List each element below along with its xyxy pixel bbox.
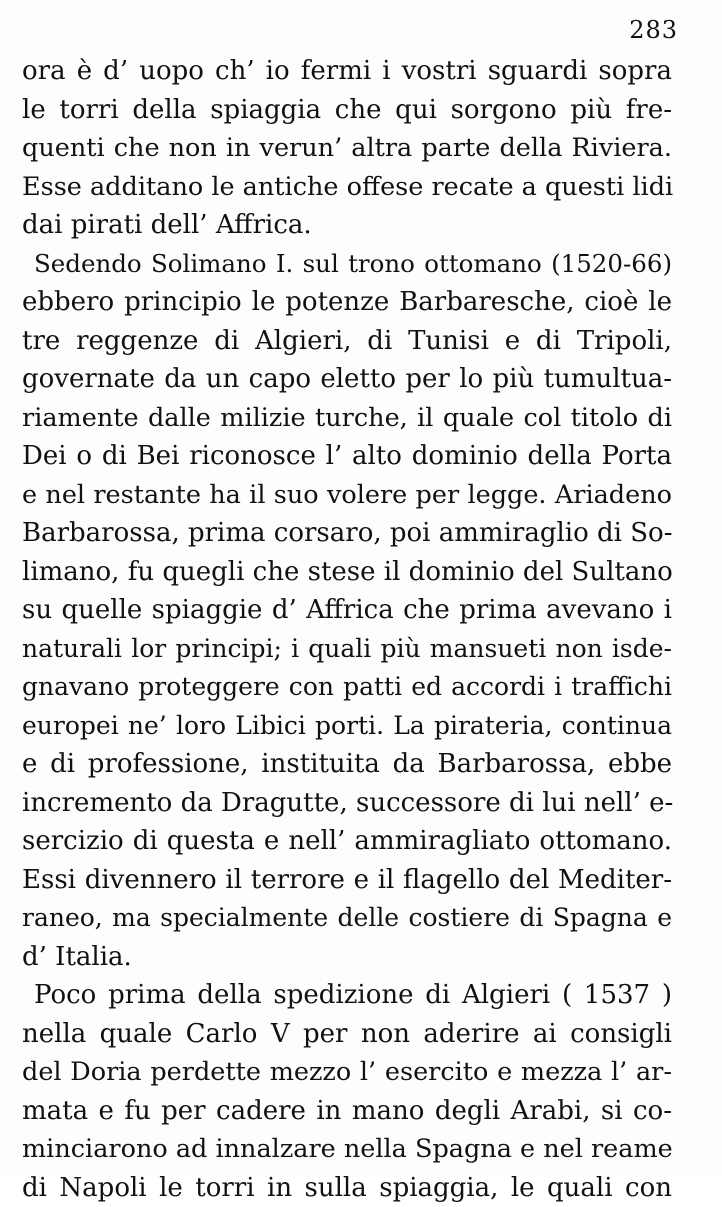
text-line: europei ne’ loro Libici porti. La pirateria, continua xyxy=(22,707,672,746)
text-line: incremento da Dragutte, successore di lui nell’ e- xyxy=(22,784,672,823)
text-line: raneo, ma specialmente delle costiere di Spagna e xyxy=(22,899,672,938)
text-line: mata e fu per cadere in mano degli Arabi, si co- xyxy=(22,1092,672,1131)
text-line: le torri della spiaggia che qui sorgono più fre- xyxy=(22,91,672,130)
text-line: nella quale Carlo V per non aderire ai consigli xyxy=(22,1015,672,1054)
text-line: ebbero principio le potenze Barbaresche, cioè le xyxy=(22,283,672,322)
body-text xyxy=(22,52,672,1207)
text-line: Barbarossa, prima corsaro, poi ammiraglio di So- xyxy=(22,514,672,553)
text-line: quenti che non in verun’ altra parte della Riviera. xyxy=(22,129,672,168)
text-line: gnavano proteggere con patti ed accordi i traffichi xyxy=(22,668,672,707)
text-line: tre reggenze di Algieri, di Tunisi e di Tripoli, xyxy=(22,322,672,361)
text-line: limano, fu quegli che stese il dominio del Sultano xyxy=(22,553,672,592)
text-line: d’ Italia. xyxy=(22,938,672,977)
text-line: dai pirati dell’ Affrica. xyxy=(22,206,672,245)
text-line: Essi divennero il terrore e il flagello del Mediter- xyxy=(22,861,672,900)
text-line: governate da un capo eletto per lo più tumultua- xyxy=(22,360,672,399)
text-line: Sedendo Solimano I. sul trono ottomano (1520-66) xyxy=(22,245,672,284)
text-line: e nel restante ha il suo volere per legge. Ariadeno xyxy=(22,476,672,515)
page-number: 283 xyxy=(629,16,678,44)
text-line: Dei o di Bei riconosce l’ alto dominio della Porta xyxy=(22,437,672,476)
text-line: Poco prima della spedizione di Algieri ( 1537 ) xyxy=(22,976,672,1015)
text-line: sercizio di questa e nell’ ammiragliato ottomano. xyxy=(22,822,672,861)
text-line: di Napoli le torri in sulla spiaggia, le quali con xyxy=(22,1169,672,1207)
text-line: riamente dalle milizie turche, il quale col titolo di xyxy=(22,399,672,438)
text-line: Esse additano le antiche offese recate a questi lidi xyxy=(22,168,672,207)
text-line: su quelle spiaggie d’ Affrica che prima avevano i xyxy=(22,591,672,630)
text-line: minciarono ad innalzare nella Spagna e nel reame xyxy=(22,1130,672,1169)
text-line: e di professione, instituita da Barbarossa, ebbe xyxy=(22,745,672,784)
text-line: del Doria perdette mezzo l’ esercito e mezza l’ ar- xyxy=(22,1053,672,1092)
text-line: naturali lor principi; i quali più mansueti non isde- xyxy=(22,630,672,669)
text-line: ora è d’ uopo ch’ io fermi i vostri sguardi sopra xyxy=(22,52,672,91)
